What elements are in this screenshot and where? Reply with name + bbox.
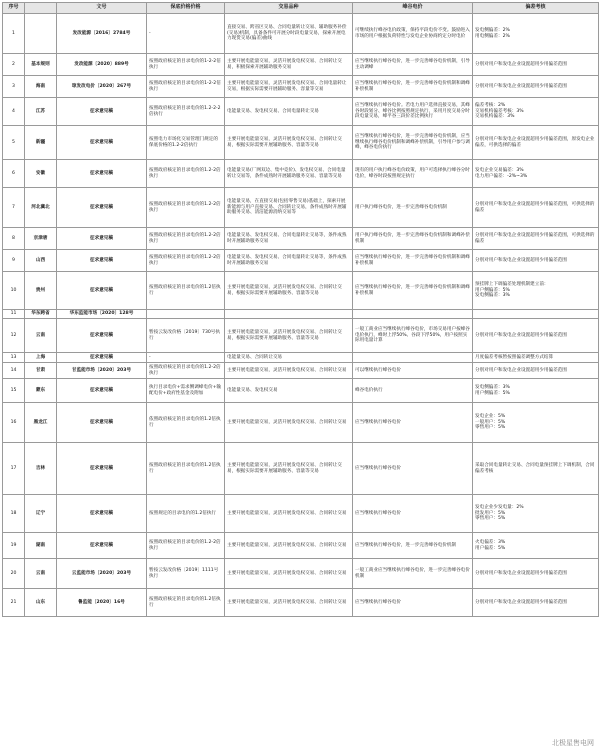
deviation-cell: 分别对用户和发电企业设置超用少用偏差范围 — [473, 319, 599, 353]
row-number: 19 — [3, 533, 25, 559]
row-number: 18 — [3, 495, 25, 533]
peak-valley-cell: 一般工商业应当继续执行峰谷电价，进一步完善峰谷电价机制 — [353, 559, 473, 589]
table-row — [3, 188, 599, 228]
row-number: 15 — [3, 379, 25, 403]
header-cell: 序号 — [3, 3, 25, 14]
table-row — [3, 319, 599, 353]
price-cell: 执行目录电价+需求侧调峰电价+输配电价+政府性基金及附加 — [147, 379, 225, 403]
document-number-cell: 征求意见稿 — [57, 228, 147, 250]
table-row — [3, 363, 599, 379]
province-cell: 湖南 — [25, 533, 57, 559]
table-row — [3, 589, 599, 617]
peak-valley-cell: 应当继续执行峰谷电价 — [353, 589, 473, 617]
peak-valley-cell: 应当继续执行峰谷电价，进一步完善峰谷电价机制和调峰补偿机制 — [353, 272, 473, 310]
trade-type-cell: 电能量交易，在直接交易(包括零售交易)基础上，探索开展新能源与用户直接交易、合同转让交易，条件成熟时开展辅助服务交易、清洁能源消纳交易等 — [225, 188, 353, 228]
price-cell: 按照政府核定的目录电价的1.2倍执行 — [147, 589, 225, 617]
peak-valley-cell — [353, 310, 473, 319]
province-cell: 山西 — [25, 250, 57, 272]
peak-valley-cell: 应当继续执行峰谷电价，进一步完善峰谷电价机制和调峰补偿机制 — [353, 76, 473, 98]
document-number-cell: 发改能源〔2016〕2784号 — [57, 14, 147, 54]
province-cell: 黑龙江 — [25, 403, 57, 443]
province-cell: 河北冀北 — [25, 188, 57, 228]
deviation-cell: 发电侧偏差：2% 用电侧偏差：2% — [473, 14, 599, 54]
table-row — [3, 14, 599, 54]
deviation-cell: 分别对用户和发电企业设置超用少用偏差范围 — [473, 76, 599, 98]
peak-valley-cell: 可以继续执行峰谷电价 — [353, 363, 473, 379]
price-cell: 按照政府核定的目录电价的1.2-2倍执行 — [147, 250, 225, 272]
table-row — [3, 76, 599, 98]
province-cell: 云南 — [25, 319, 57, 353]
trade-type-cell: 主要开展电能量交易，灵活开展发电权交易、合同转让交易，根据实际需要开展辅助服务、容量等交易 — [225, 319, 353, 353]
deviation-cell: 分别对用户和发电企业设置超用少用偏差范围 — [473, 589, 599, 617]
table-row — [3, 250, 599, 272]
document-number-cell: 甘监能市场〔2020〕203号 — [57, 363, 147, 379]
price-cell: 按照政府核定的目录电价的1.2倍执行 — [147, 443, 225, 495]
deviation-cell: 分别对用户和发电企业设置超用少用偏差范围 — [473, 250, 599, 272]
document-number-cell: 征求意见稿 — [57, 272, 147, 310]
price-cell: 按照政府核定的目录电价的1.2-2倍执行 — [147, 533, 225, 559]
watermark-text: 北极星售电网 — [552, 739, 594, 747]
province-cell: 甘肃 — [25, 363, 57, 379]
table-row — [3, 98, 599, 126]
row-number: 16 — [3, 403, 25, 443]
trade-type-cell: 主要开展电能量交易，灵活开展发电权交易、合同转让交易 — [225, 495, 353, 533]
document-number-cell: 征求意见稿 — [57, 379, 147, 403]
row-number: 6 — [3, 160, 25, 188]
province-cell: 蒙东 — [25, 379, 57, 403]
row-number: 2 — [3, 54, 25, 76]
trade-type-cell: 直接交易、跨省区交易、合同电量转让交易、辅助服务补偿(交易)机制，具备条件可开展分时段电量交易，探索开展电力现货交易(偏差)曲线 — [225, 14, 353, 54]
row-number: 1 — [3, 14, 25, 54]
province-cell: 吉林 — [25, 443, 57, 495]
peak-valley-cell: 应当继续执行峰谷电价 — [353, 495, 473, 533]
table-row — [3, 272, 599, 310]
table-row — [3, 495, 599, 533]
province-cell: 海南 — [25, 76, 57, 98]
peak-valley-cell: 可继续执行峰谷电价政策，保持平段电价不变。鼓励进入市场的用户根据负荷特性与发电企业协商约定分时电价 — [353, 14, 473, 54]
deviation-cell: 分别对用户和发电企业设置超用少用偏差范围，可供选择的偏差 — [473, 188, 599, 228]
table-header-row — [3, 3, 599, 14]
header-cell: 峰谷电价 — [353, 3, 473, 14]
table-row — [3, 353, 599, 363]
price-cell: 按照政府核定的目录电价的1.2-2倍执行 — [147, 160, 225, 188]
trade-type-cell: 电能量交易、发电权交易、合同电量转让交易等，条件成熟时开展辅助服务交易 — [225, 250, 353, 272]
row-number: 3 — [3, 76, 25, 98]
row-number: 10 — [3, 272, 25, 310]
price-cell: 暂按云发改价格〔2019〕730号执行 — [147, 319, 225, 353]
document-number-cell: 征求意见稿 — [57, 160, 147, 188]
peak-valley-cell: 应当继续执行峰谷电价，进一步完善峰谷电价机制，引导主动调峰 — [353, 54, 473, 76]
peak-valley-cell: 用户执行峰谷电价，进一步完善峰谷电价机制 — [353, 188, 473, 228]
header-cell: 文号 — [57, 3, 147, 14]
deviation-cell: 分别对用户和发电企业设置超用少用偏差范围 — [473, 363, 599, 379]
peak-valley-cell: 应当继续执行峰谷电价，进一步完善峰谷电价机制，应当继续执行峰谷电价机制和调峰补偿机制，引导用户参与调峰，峰谷电价执行 — [353, 126, 473, 160]
peak-valley-cell: 现有的用户执行峰谷电价政策，用户可选择执行峰谷分时电价，峰谷时段按照规定执行 — [353, 160, 473, 188]
header-cell: 交易品种 — [225, 3, 353, 14]
document-number-cell: 征求意见稿 — [57, 353, 147, 363]
document-number-cell: 征求意见稿 — [57, 403, 147, 443]
row-number: 4 — [3, 98, 25, 126]
document-number-cell: 云监能市场〔2020〕203号 — [57, 559, 147, 589]
trade-type-cell: 电能量交易、合同转让交易 — [225, 353, 353, 363]
row-number: 5 — [3, 126, 25, 160]
trade-type-cell: 主要开展电能量交易，灵活开展发电权交易、合同转让交易 — [225, 559, 353, 589]
policy-comparison-table — [2, 2, 599, 617]
province-cell: 云南 — [25, 559, 57, 589]
deviation-cell: 分别对用户和发电企业设置超用少用偏差范围 — [473, 54, 599, 76]
row-number: 13 — [3, 353, 25, 363]
table-body — [3, 14, 599, 617]
deviation-cell: 分别对用户和发电企业设置超用少用偏差范围，原发电企业偏差，可供选择的偏差 — [473, 126, 599, 160]
price-cell: 按照政府核定的目录电价的1-2-2倍执行 — [147, 76, 225, 98]
deviation-cell: 月度偏差考核暂按照偏差调整方式结算 — [473, 353, 599, 363]
document-number-cell: 发改能源〔2020〕889号 — [57, 54, 147, 76]
trade-type-cell: 主要开展电能量交易，灵活开展发电权交易、合同电量转让交易，根据实际需要开展辅助服务、容量等交易 — [225, 76, 353, 98]
province-cell — [25, 14, 57, 54]
trade-type-cell: 主要开展电能量交易，灵活开展发电权交易、合同转让交易 — [225, 533, 353, 559]
deviation-cell: 发电企业交易偏差：3% 电力用户偏差：-2%~3% — [473, 160, 599, 188]
table-row — [3, 54, 599, 76]
trade-type-cell: 电能量交易(厂网双边、集中竞价)、发电权交易、合同电量转让交易等，条件成熟时开展辅助服务交易、容量等交易 — [225, 160, 353, 188]
trade-type-cell: 主要开展电能量交易，灵活开展发电权交易、合同转让交易 — [225, 403, 353, 443]
province-cell: 贵州 — [25, 272, 57, 310]
deviation-cell: 分别对用户和发电企业设置超用少用偏差范围 — [473, 559, 599, 589]
deviation-cell: 火电偏差：3% 用户偏差：5% — [473, 533, 599, 559]
row-number: 12 — [3, 319, 25, 353]
trade-type-cell: 主要开展电能量交易，灵活开展发电权交易、合同转让交易 — [225, 589, 353, 617]
deviation-cell: 偏差考核：2% 交易机构偏差考核：3% 交易机构偏差：3% — [473, 98, 599, 126]
row-number: 17 — [3, 443, 25, 495]
document-number-cell: 琼发改电价〔2020〕267号 — [57, 76, 147, 98]
price-cell: 按照规定的目录电价的1.2倍执行 — [147, 495, 225, 533]
peak-valley-cell: 峰谷电价执行 — [353, 379, 473, 403]
trade-type-cell: 主要开展电能量交易，灵活开展发电权交易、合同转让交易，根据实际需要开展辅助服务、容量等交易 — [225, 443, 353, 495]
peak-valley-cell: 应当继续执行峰谷电价，进一步完善峰谷电价机制和调峰补偿机制 — [353, 250, 473, 272]
price-cell: 按照政府核定的目录电价的1.2倍执行 — [147, 272, 225, 310]
province-cell: 山东 — [25, 589, 57, 617]
price-cell: 暂按云发改价格〔2019〕1111号执行 — [147, 559, 225, 589]
document-number-cell: 征求意见稿 — [57, 533, 147, 559]
deviation-cell — [473, 310, 599, 319]
trade-type-cell: 主要开展电能量交易，灵活开展发电权交易、合同转让交易 — [225, 363, 353, 379]
row-number: 7 — [3, 188, 25, 228]
price-cell: - — [147, 353, 225, 363]
table-row — [3, 379, 599, 403]
document-number-cell: 鲁监能〔2020〕16号 — [57, 589, 147, 617]
price-cell: 依照政府核定的目录电价的1.2倍执行 — [147, 403, 225, 443]
province-cell: 京津唐 — [25, 228, 57, 250]
deviation-cell: 分别对用户和发电企业设置超用少用偏差范围，可供选择的偏差 — [473, 228, 599, 250]
price-cell: 按照电力市场化交易管理门规定的保底价格的1.2-2倍执行 — [147, 126, 225, 160]
table-row — [3, 126, 599, 160]
price-cell — [147, 310, 225, 319]
document-number-cell: 征求意见稿 — [57, 495, 147, 533]
province-cell: 基本规则 — [25, 54, 57, 76]
peak-valley-cell — [353, 353, 473, 363]
header-cell — [25, 3, 57, 14]
table-row — [3, 533, 599, 559]
province-cell: 新疆 — [25, 126, 57, 160]
document-number-cell: 征求意见稿 — [57, 250, 147, 272]
price-cell: 按照政府核定的目录电价的1.2-2倍执行 — [147, 188, 225, 228]
price-cell: 按照政府核定的目录电价的1.2-2倍执行 — [147, 363, 225, 379]
table-row — [3, 403, 599, 443]
table-row — [3, 443, 599, 495]
document-number-cell: 华东监能市场〔2020〕128号 — [57, 310, 147, 319]
peak-valley-cell: 用户执行峰谷电价，进一步完善峰谷电价机制和调峰补偿机制 — [353, 228, 473, 250]
row-number: 21 — [3, 589, 25, 617]
trade-type-cell: 电能量交易、发电权交易、合同电量转让交易 — [225, 98, 353, 126]
price-cell: 按照政府核定的目录电价的1.2-2倍执行 — [147, 228, 225, 250]
row-number: 20 — [3, 559, 25, 589]
document-number-cell: 征求意见稿 — [57, 126, 147, 160]
province-cell: 辽宁 — [25, 495, 57, 533]
price-cell: 按照政府核定的目录电价的1-2-2倍执行 — [147, 54, 225, 76]
peak-valley-cell: 应当继续执行峰谷电价 — [353, 403, 473, 443]
deviation-cell: 发电侧偏差：3% 用户侧偏差：5% — [473, 379, 599, 403]
deviation-cell: 采取合同电量转让交易、合同电量预挂牌上下调机制，合同偏差考核 — [473, 443, 599, 495]
trade-type-cell: 电能量交易、发电权交易、合同电量转让交易等，条件成熟时开展辅助服务交易 — [225, 228, 353, 250]
price-cell: 按照政府核定的目录电价的1.2-2-2倍执行 — [147, 98, 225, 126]
trade-type-cell: 主要开展电能量交易，灵活开展发电权交易、合同转让交易，根据实际需要开展辅助服务、容量等交易 — [225, 126, 353, 160]
trade-type-cell: 电能量交易、发电权交易 — [225, 379, 353, 403]
province-cell: 安徽 — [25, 160, 57, 188]
table-row — [3, 228, 599, 250]
document-number-cell: 征求意见稿 — [57, 98, 147, 126]
header-cell: 保底价格价格 — [147, 3, 225, 14]
price-cell: - — [147, 14, 225, 54]
table-row — [3, 559, 599, 589]
peak-valley-cell: 应当继续执行峰谷电价。若电力用户选择直接交易，其峰谷时段划分、峰谷比例按照规定执行，采用月度交易分时段电量交易，峰平谷三段价差比例执行 — [353, 98, 473, 126]
deviation-cell: 发电企业：5% 一般用户：5% 零售用户：5% — [473, 403, 599, 443]
trade-type-cell: 主要开展电能量交易，灵活开展发电权交易、合同转让交易，根据实际需要开展辅助服务、容量等交易 — [225, 272, 353, 310]
deviation-cell: 预挂牌上下调偏差处理机制建立前： 用户侧偏差：5% 发电侧偏差：3% — [473, 272, 599, 310]
peak-valley-cell: 应当继续执行峰谷电价 — [353, 443, 473, 495]
document-number-cell: 征求意见稿 — [57, 188, 147, 228]
row-number: 11 — [3, 310, 25, 319]
table-row — [3, 160, 599, 188]
province-cell: 江苏 — [25, 98, 57, 126]
row-number: 14 — [3, 363, 25, 379]
province-cell: 上海 — [25, 353, 57, 363]
document-number-cell: 征求意见稿 — [57, 443, 147, 495]
table-row — [3, 310, 599, 319]
header-cell: 偏差考核 — [473, 3, 599, 14]
deviation-cell: 发电企业少发电量：2% 批发用户：5% 零售用户：5% — [473, 495, 599, 533]
trade-type-cell — [225, 310, 353, 319]
trade-type-cell: 主要开展电能量交易，灵活开展发电权交易、合同转让交易，积极探索开展辅助服务交易 — [225, 54, 353, 76]
document-number-cell: 征求意见稿 — [57, 319, 147, 353]
peak-valley-cell: 一般工商业应当继续执行峰谷电价，市场交易用户按峰谷电价执行，峰时上浮50%、谷段下浮50%，用户按照实际用电量计算 — [353, 319, 473, 353]
peak-valley-cell: 应当继续执行峰谷电价，进一步完善峰谷电价机制 — [353, 533, 473, 559]
province-cell: 华东跨省 — [25, 310, 57, 319]
row-number: 9 — [3, 250, 25, 272]
row-number: 8 — [3, 228, 25, 250]
